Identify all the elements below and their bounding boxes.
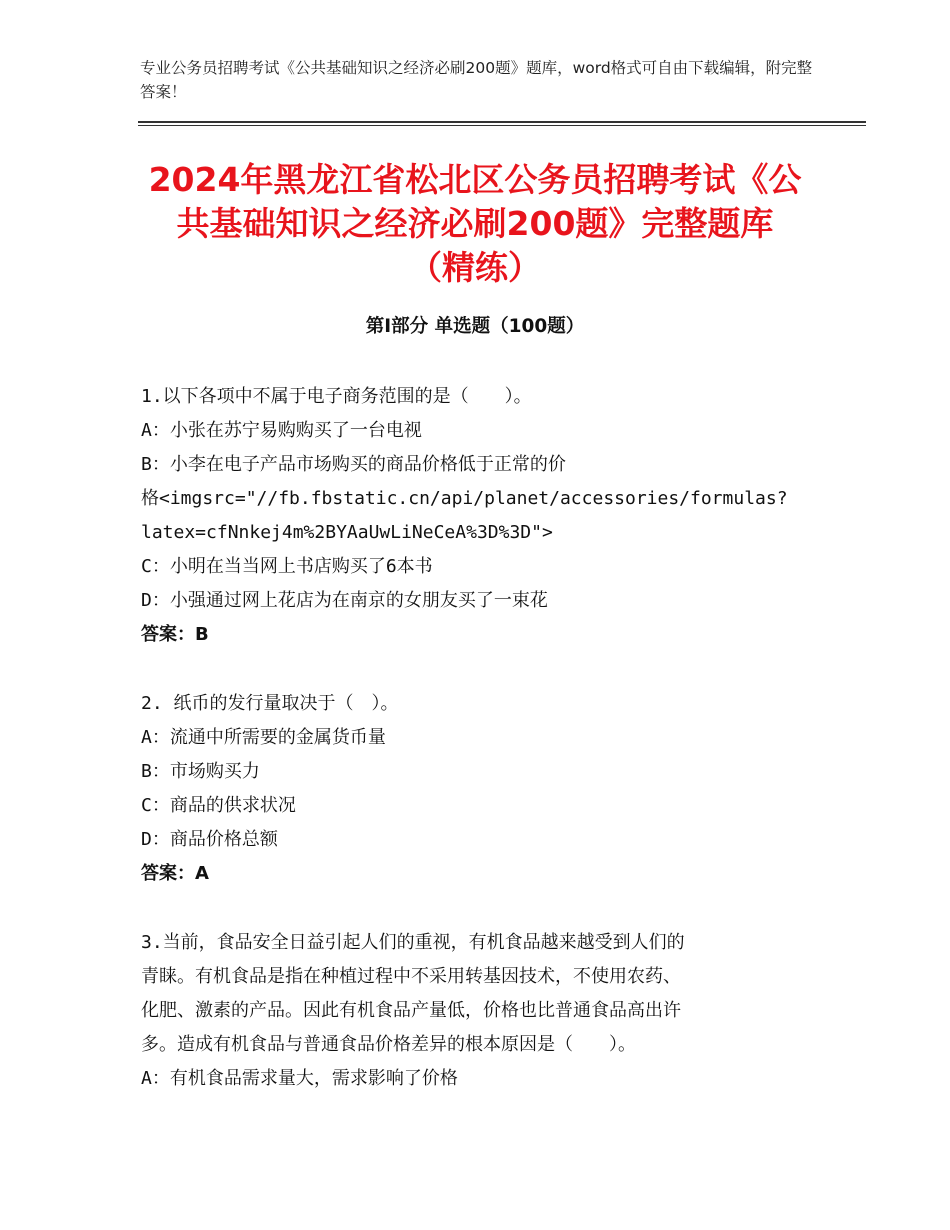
question-2-option-c: C：商品的供求状况 <box>141 795 296 816</box>
question-3-stem-line-2: 青睐。有机食品是指在种植过程中不采用转基因技术，不使用农药、 <box>141 966 681 987</box>
question-3-stem-line-1: 3.当前，食品安全日益引起人们的重视，有机食品越来越受到人们的 <box>141 932 685 953</box>
question-1-option-c: C：小明在当当网上书店购买了6本书 <box>141 556 433 577</box>
title-line-1: 2024年黑龙江省松北区公务员招聘考试《公 <box>148 160 802 199</box>
question-2-option-a: A：流通中所需要的金属货币量 <box>141 727 386 748</box>
question-2-stem: 2. 纸币的发行量取决于（ ）。 <box>141 693 399 714</box>
document-title <box>120 158 830 290</box>
title-line-2: 共基础知识之经济必刷200题》完整题库 <box>176 204 774 243</box>
question-spacer <box>141 652 811 687</box>
question-3-option-a: A：有机食品需求量大，需求影响了价格 <box>141 1068 458 1089</box>
question-1-option-b: B：小李在电子产品市场购买的商品价格低于正常的价 <box>141 454 566 475</box>
question-block-3 <box>141 926 811 1096</box>
question-block-2 <box>141 687 811 891</box>
question-2-option-d: D：商品价格总额 <box>141 829 278 850</box>
question-1-option-d: D：小强通过网上花店为在南京的女朋友买了一束花 <box>141 590 548 611</box>
section-title: 第Ⅰ部分 单选题（100题） <box>365 316 585 337</box>
question-1-option-b-cont-2: latex=cfNnkej4m%2BYAaUwLiNeCeA%3D%3D"> <box>141 522 553 543</box>
question-3-stem-line-4: 多。造成有机食品与普通食品价格差异的根本原因是（ ）。 <box>141 1034 636 1055</box>
question-3-stem-line-3: 化肥、激素的产品。因此有机食品产量低，价格也比普通食品高出许 <box>141 1000 681 1021</box>
question-block-1 <box>141 380 811 652</box>
title-line-3: （精练） <box>409 248 541 287</box>
question-2-answer: 答案：A <box>141 863 209 884</box>
question-list <box>141 380 811 1096</box>
question-1-answer: 答案：B <box>141 624 209 645</box>
question-spacer <box>141 891 811 926</box>
question-1-stem: 1.以下各项中不属于电子商务范围的是（ ）。 <box>141 386 532 407</box>
header-divider-thin <box>138 125 866 126</box>
question-2-option-b: B：市场购买力 <box>141 761 260 782</box>
header-note: 专业公务员招聘考试《公共基础知识之经济必刷200题》题库，word格式可自由下载编辑，附完整答案！ <box>140 59 813 101</box>
question-1-option-b-cont-1: 格<imgsrc="//fb.fbstatic.cn/api/planet/accessories/formulas? <box>141 488 788 509</box>
header-divider-thick <box>138 121 866 123</box>
question-1-option-a: A：小张在苏宁易购购买了一台电视 <box>141 420 422 441</box>
